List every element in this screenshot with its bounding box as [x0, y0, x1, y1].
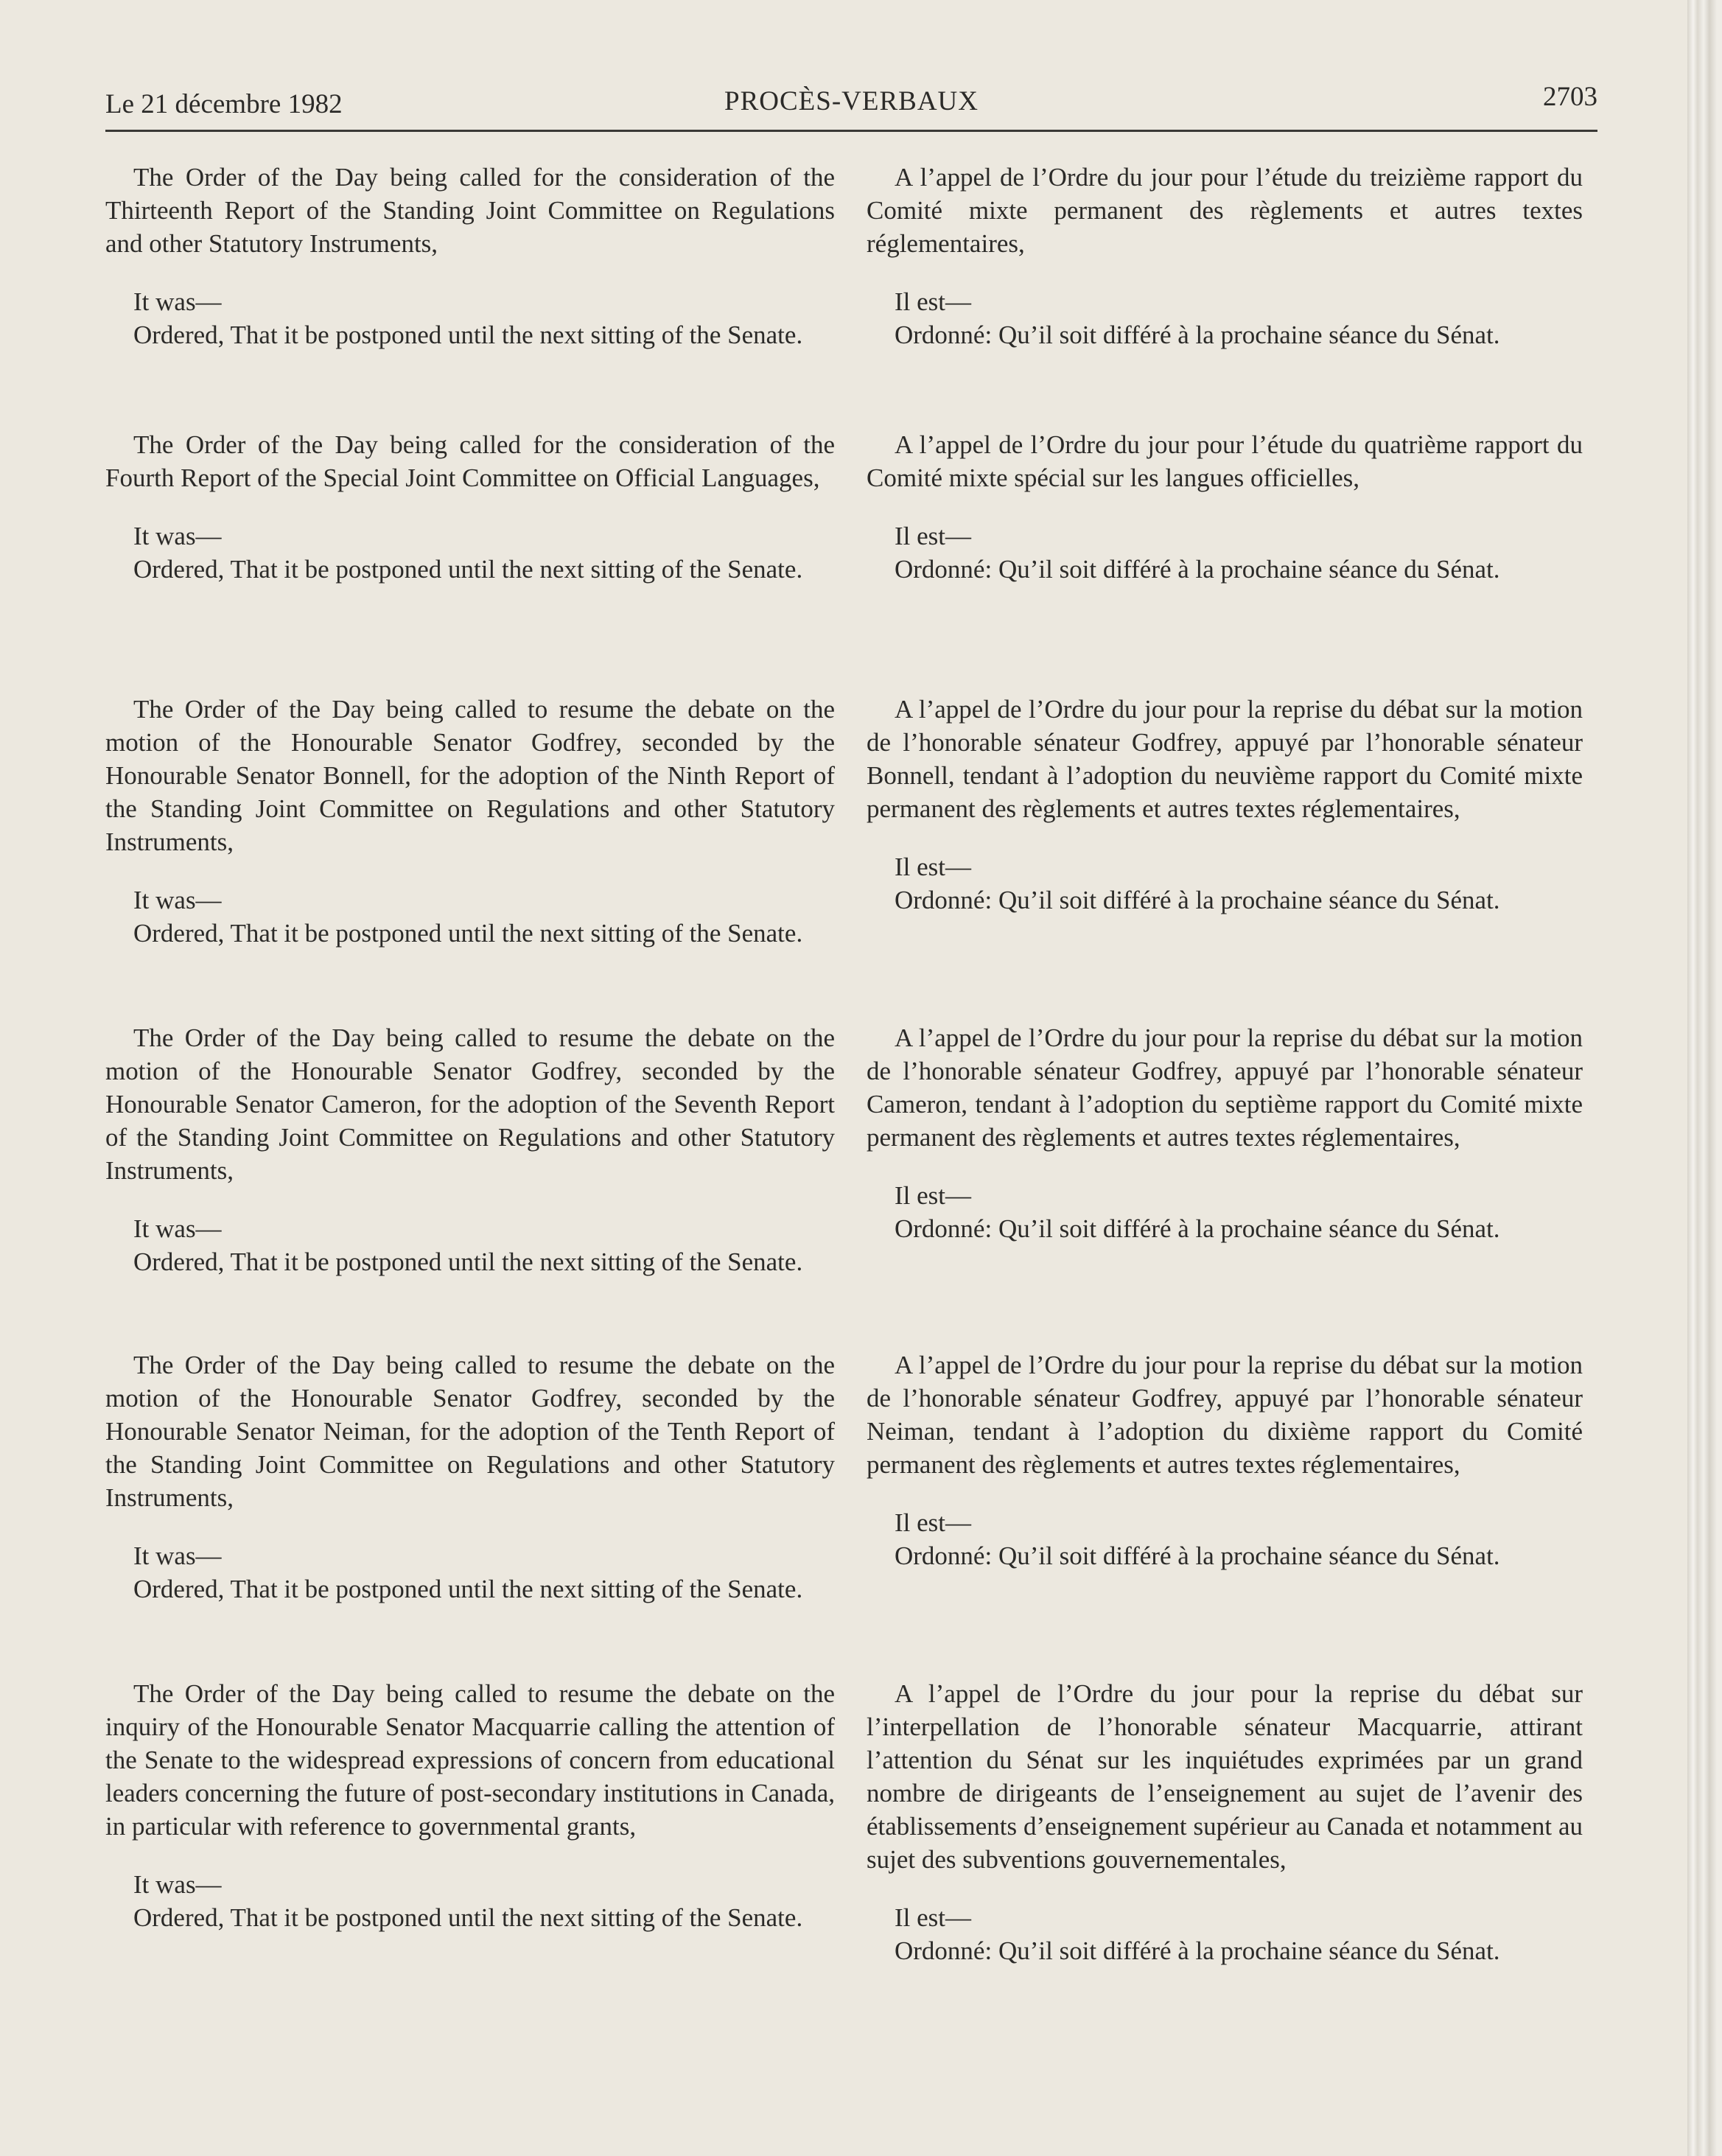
entry-fr-5: [867, 1348, 1583, 1572]
entry-text: The Order of the Day being called to resume the debate on the inquiry of the Honourable Senator Macquarrie calling the attention of the Senate to the widespread expressions of concern from educational leaders concerning the future of post-secondary institutions in Canada, in particular with reference to governmental grants,: [105, 1679, 835, 1841]
entry-ordered: Ordonné: Qu’il soit différé à la prochaine séance du Sénat.: [895, 886, 1500, 914]
entry-ordered: Ordered, That it be postponed until the next sitting of the Senate.: [133, 919, 803, 948]
entry-text: A l’appel de l’Ordre du jour pour la reprise du débat sur la motion de l’honorable sénateur Godfrey, appuyé par l’honorable sénateur Cameron, tendant à l’adoption du septième rapport du Comité mixte permanent des règlements et autres textes réglementaires,: [867, 1023, 1583, 1152]
entry-en-2: [105, 428, 835, 586]
entry-it-was: It was—: [133, 1541, 222, 1570]
entry-text: The Order of the Day being called for the consideration of the Fourth Report of the Special Joint Committee on Official Languages,: [105, 430, 835, 492]
entry-text: The Order of the Day being called for the consideration of the Thirteenth Report of the Standing Joint Committee on Regulations and other Statutory Instruments,: [105, 163, 835, 258]
entry-fr-1: [867, 161, 1583, 351]
entry-text: A l’appel de l’Ordre du jour pour la reprise du débat sur la motion de l’honorable sénateur Godfrey, appuyé par l’honorable sénateur Bonnell, tendant à l’adoption du neuvième rapport du Comité mixte permanent des règlements et autres textes réglementaires,: [867, 695, 1583, 823]
header-date: Le 21 décembre 1982: [105, 89, 343, 119]
entry-ordered: Ordonné: Qu’il soit différé à la prochaine séance du Sénat.: [895, 1214, 1500, 1243]
entry-text: A l’appel de l’Ordre du jour pour l’étude du quatrième rapport du Comité mixte spécial sur les langues officielles,: [867, 430, 1583, 492]
entry-en-6: [105, 1677, 835, 1934]
entry-it-was: It was—: [133, 1870, 222, 1899]
entry-ordered: Ordered, That it be postponed until the next sitting of the Senate.: [133, 1247, 803, 1276]
entry-ordered: Ordered, That it be postponed until the next sitting of the Senate.: [133, 1903, 803, 1932]
entry-it-was: Il est—: [895, 1508, 972, 1537]
entry-text: A l’appel de l’Ordre du jour pour l’étude du treizième rapport du Comité mixte permanent des règlements et autres textes réglementaires,: [867, 163, 1583, 258]
header-title: PROCÈS-VERBAUX: [724, 86, 979, 116]
entry-fr-2: [867, 428, 1583, 586]
entry-text: The Order of the Day being called to resume the debate on the motion of the Honourable Senator Godfrey, seconded by the Honourable Senator Neiman, for the adoption of the Tenth Report of the Standing Joint Committee on Regulations and other Statutory Instruments,: [105, 1351, 835, 1512]
entry-it-was: It was—: [133, 522, 222, 550]
entry-text: The Order of the Day being called to resume the debate on the motion of the Honourable Senator Godfrey, seconded by the Honourable Senator Bonnell, for the adoption of the Ninth Report of the Standing Joint Committee on Regulations and other Statutory Instruments,: [105, 695, 835, 856]
entry-en-3: [105, 693, 835, 950]
entry-it-was: It was—: [133, 886, 222, 914]
entry-text: A l’appel de l’Ordre du jour pour la reprise du débat sur la motion de l’honorable sénateur Godfrey, appuyé par l’honorable sénateur Neiman, tendant à l’adoption du dixième rapport du Comité permanent des règlements et autres textes réglementaires,: [867, 1351, 1583, 1479]
entry-ordered: Ordonné: Qu’il soit différé à la prochaine séance du Sénat.: [895, 1936, 1500, 1965]
entry-fr-4: [867, 1021, 1583, 1245]
entry-en-5: [105, 1348, 835, 1606]
entry-ordered: Ordered, That it be postponed until the next sitting of the Senate.: [133, 555, 803, 584]
entry-fr-3: [867, 693, 1583, 917]
entry-ordered: Ordonné: Qu’il soit différé à la prochaine séance du Sénat.: [895, 321, 1500, 349]
entry-ordered: Ordonné: Qu’il soit différé à la prochaine séance du Sénat.: [895, 1541, 1500, 1570]
entry-it-was: Il est—: [895, 1903, 972, 1932]
entry-it-was: Il est—: [895, 853, 972, 881]
entry-it-was: It was—: [133, 287, 222, 316]
page-header: [105, 77, 1597, 132]
entry-en-4: [105, 1021, 835, 1278]
entry-en-1: [105, 161, 835, 351]
entry-ordered: Ordered, That it be postponed until the next sitting of the Senate.: [133, 1575, 803, 1603]
entry-fr-6: [867, 1677, 1583, 1967]
page-edge: [1687, 0, 1722, 2156]
entry-it-was: Il est—: [895, 522, 972, 550]
entry-text: The Order of the Day being called to resume the debate on the motion of the Honourable Senator Godfrey, seconded by the Honourable Senator Cameron, for the adoption of the Seventh Report of the Standing Joint Committee on Regulations and other Statutory Instruments,: [105, 1023, 835, 1185]
entry-ordered: Ordered, That it be postponed until the next sitting of the Senate.: [133, 321, 803, 349]
entry-text: A l’appel de l’Ordre du jour pour la reprise du débat sur l’interpellation de l’honorable sénateur Macquarrie, attirant l’attention du Sénat sur les inquiétudes exprimées par un grand nombre de dirigeants de l’enseignement au sujet de l’avenir des établissements d’enseignement supérieur au Canada et notamment au sujet des subventions gouvernementales,: [867, 1679, 1583, 1874]
entry-it-was: It was—: [133, 1214, 222, 1243]
entry-it-was: Il est—: [895, 1181, 972, 1210]
entry-it-was: Il est—: [895, 287, 972, 316]
header-page-number: 2703: [1543, 82, 1597, 112]
entry-ordered: Ordonné: Qu’il soit différé à la prochaine séance du Sénat.: [895, 555, 1500, 584]
